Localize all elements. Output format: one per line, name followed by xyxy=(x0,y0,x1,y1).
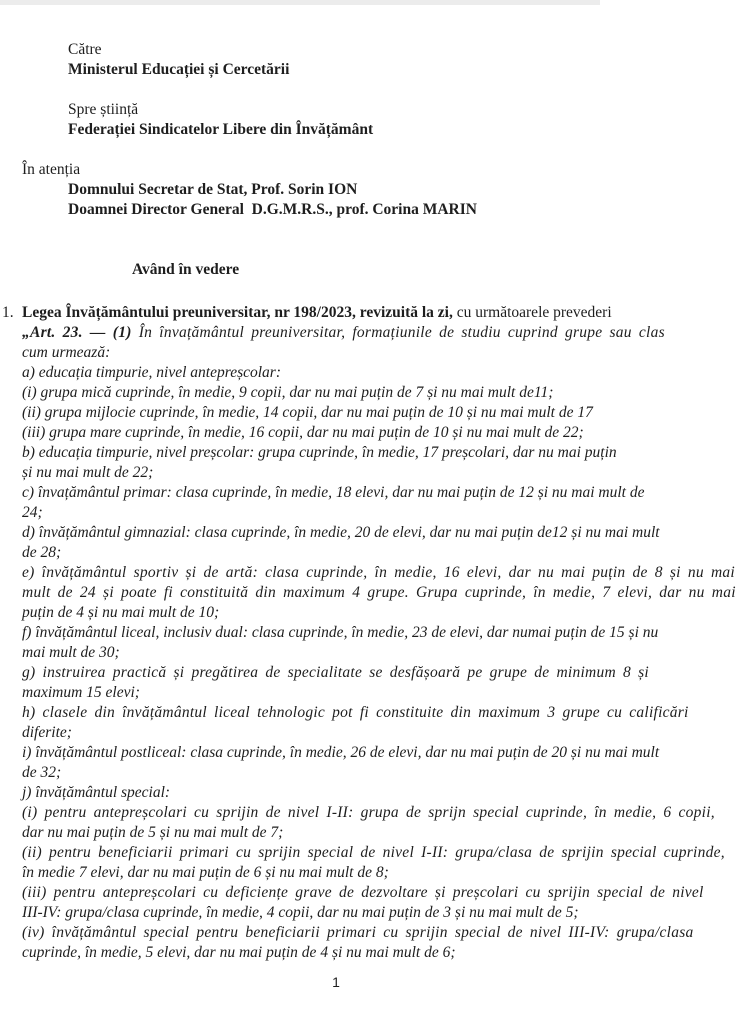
provision-line: (iv) învățământul special pentru beneficiarii primari cu sprijin special de nivel III-IV: grupa/clasa xyxy=(22,924,694,941)
law-reference xyxy=(22,303,612,323)
provision-line: i) învățământul postliceal: clasa cuprinde, în medie, 26 de elevi, dar nu mai puțin de 20 și nu mai mult xyxy=(22,744,660,761)
provision-line: f) învățământul liceal, inclusiv dual: clasa cuprinde, în medie, 23 de elevi, dar numai puțin de 15 și nu xyxy=(22,624,659,641)
provision-line: (ii) grupa mijlocie cuprinde, în medie, 14 copii, dar nu mai puțin de 10 și nu mai mult de 17 xyxy=(22,404,593,421)
attention-label: În atenția xyxy=(22,161,81,178)
list-number: 1. xyxy=(2,304,14,321)
provision-line: g) instruirea practică și pregătirea de specialitate se desfășoară pe grupe de minimum 8 și xyxy=(22,664,649,681)
to-name: Ministerul Educației și Cercetării xyxy=(68,61,290,78)
provision-line: a) educația timpurie, nivel antepreșcolar: xyxy=(22,364,281,381)
provision-line: h) clasele din învățământul liceal tehnologic pot fi constituite din maximum 3 grupe cu calificări xyxy=(22,704,689,721)
provision-line: 24; xyxy=(22,504,43,521)
provision-line: și nu mai mult de 22; xyxy=(22,464,154,481)
provision-line: (i) pentru antepreșcolari cu sprijin de nivel I-II: grupa de sprijn special cuprinde, în medie, 6 copii, xyxy=(22,804,715,821)
article-ref: „Art. 23. — (1) xyxy=(22,324,132,341)
provision-line: c) învațământul primar: clasa cuprinde, în medie, 18 elevi, dar nu mai puțin de 12 și nu mai mult de xyxy=(22,484,645,501)
provision-line: cuprinde, în medie, 5 elevi, dar nu mai puțin de 4 și nu mai mult de 6; xyxy=(22,944,456,961)
provision-line: d) învățământul gimnazial: clasa cuprinde, în medie, 20 de elevi, dar nu mai puțin de12 și nu mai mult xyxy=(22,524,660,541)
provision-line: j) învățământul special: xyxy=(22,784,171,801)
page-number: 1 xyxy=(332,974,340,990)
provision-line: III-IV: grupa/clasa cuprinde, în medie, 4 copii, dar nu mai puțin de 3 și nu mai mult de 5; xyxy=(22,904,579,921)
provision-line: b) educația timpurie, nivel preșcolar: grupa cuprinde, în medie, 17 preșcolari, dar nu mai puțin xyxy=(22,444,617,461)
article-text: În învațământul preuniversitar, formațiunile de studiu cuprind grupe sau clas xyxy=(131,324,665,341)
article-intro-cont: cum urmează: xyxy=(22,344,111,361)
article-intro xyxy=(22,323,665,343)
provision-line: (iii) pentru antepreșcolari cu deficiențe grave de dezvoltare și preșcolari cu sprijin special de nivel xyxy=(22,884,704,901)
provision-line: (ii) pentru beneficiarii primari cu sprijin special de nivel I-II: grupa/clasa de sprijin special cuprinde, xyxy=(22,844,725,861)
to-label: Către xyxy=(68,41,102,58)
provision-line: mult de 24 și poate fi constituită din maximum 4 grupe. Grupa cuprinde, în medie, 7 elevi, dar nu mai xyxy=(22,584,736,601)
provision-line: maximum 15 elevi; xyxy=(22,684,140,701)
provision-line: diferite; xyxy=(22,724,72,741)
scan-top-edge xyxy=(0,0,600,5)
provision-line: de 32; xyxy=(22,764,62,781)
cc-name: Federației Sindicatelor Libere din Învățământ xyxy=(68,121,374,138)
section-heading: Având în vedere xyxy=(132,261,240,278)
cc-label: Spre știință xyxy=(68,101,139,118)
provision-line: în medie 7 elevi, dar nu mai puțin de 6 și nu mai mult de 8; xyxy=(22,864,389,881)
provision-line: (iii) grupa mare cuprinde, în medie, 16 copii, dar nu mai puțin de 10 și nu mai mult de 22; xyxy=(22,424,584,441)
provision-line: puțin de 4 și nu mai mult de 10; xyxy=(22,604,220,621)
provision-line: de 28; xyxy=(22,544,62,561)
attention-recipient-2: Doamnei Director General D.G.M.R.S., prof. Corina MARIN xyxy=(68,201,477,218)
provision-line: mai mult de 30; xyxy=(22,644,120,661)
attention-recipient-1: Domnului Secretar de Stat, Prof. Sorin ION xyxy=(68,181,358,198)
law-title: Legea Învățământului preuniversitar, nr 198/2023, revizuită la zi, xyxy=(22,304,453,321)
law-suffix: cu următoarele prevederi xyxy=(452,304,612,321)
provision-line: e) învățământul sportiv și de artă: clasa cuprinde, în medie, 16 elevi, dar nu mai puțin de 8 și nu mai xyxy=(22,564,735,581)
provision-line: (i) grupa mică cuprinde, în medie, 9 copii, dar nu mai puțin de 7 și nu mai mult de11; xyxy=(22,384,554,401)
provision-line: dar nu mai puțin de 5 și nu mai mult de 7; xyxy=(22,824,284,841)
